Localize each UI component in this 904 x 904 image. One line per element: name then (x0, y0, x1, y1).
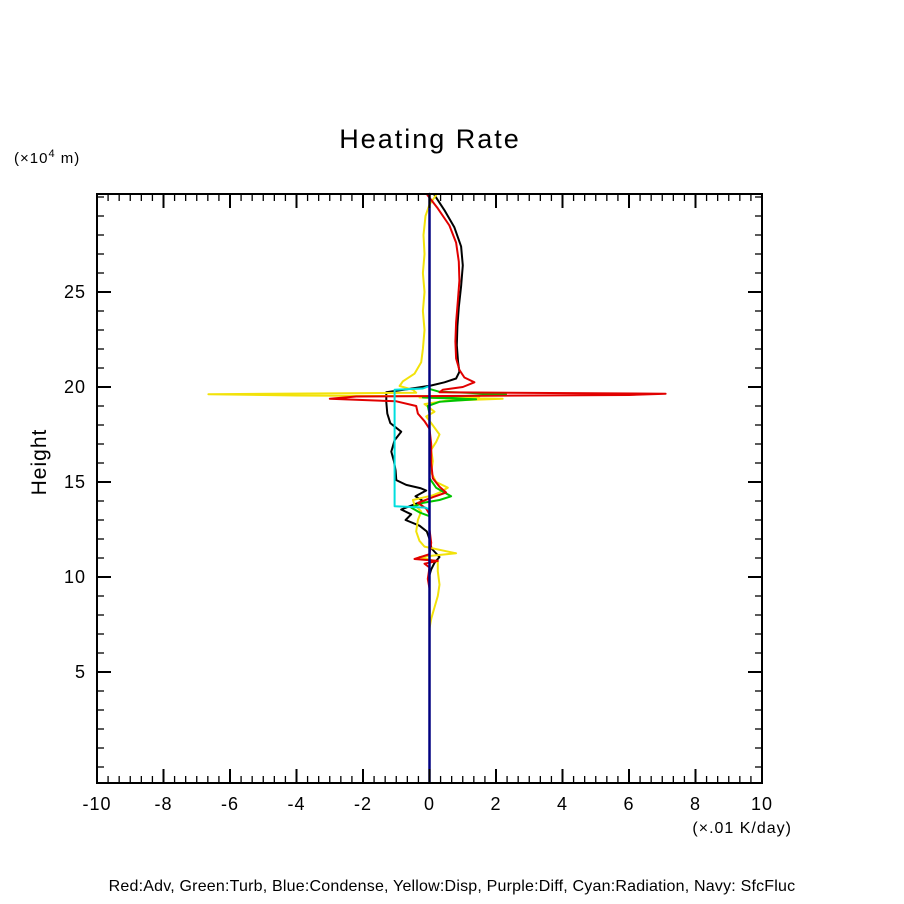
x-axis-unit-label: (×.01 K/day) (692, 820, 792, 837)
series-line-adv (330, 195, 666, 588)
y-axis-title: Height (28, 428, 51, 496)
y-tick-label: 5 (74, 662, 86, 682)
x-tick-label: -4 (287, 794, 306, 814)
x-tick-label: -10 (82, 794, 112, 814)
x-tick-label: -8 (154, 794, 173, 814)
x-tick-labels (82, 794, 773, 814)
x-tick-label: 2 (490, 794, 502, 814)
legend-text: Red:Adv, Green:Turb, Blue:Condense, Yellow:Disp, Purple:Diff, Cyan:Radiation, Navy: SfcFluc (108, 878, 796, 895)
y-tick-label: 25 (63, 282, 86, 302)
series-lines (208, 194, 665, 782)
y-tick-label: 15 (63, 472, 86, 492)
y-tick-label: 20 (63, 377, 86, 397)
x-tick-label: 8 (689, 794, 702, 814)
x-tick-label: 4 (556, 794, 569, 814)
chart-title: Heating Rate (339, 124, 521, 154)
x-tick-label: -2 (353, 794, 373, 814)
x-tick-label: 6 (623, 794, 635, 814)
y-tick-label: 10 (63, 567, 86, 587)
x-tick-label: 0 (423, 794, 436, 814)
x-tick-label: -6 (220, 794, 240, 814)
y-axis-unit-label: ($\times 10^4$ m) (14, 148, 81, 167)
x-tick-label: 10 (750, 794, 774, 814)
y-tick-labels (64, 282, 86, 682)
